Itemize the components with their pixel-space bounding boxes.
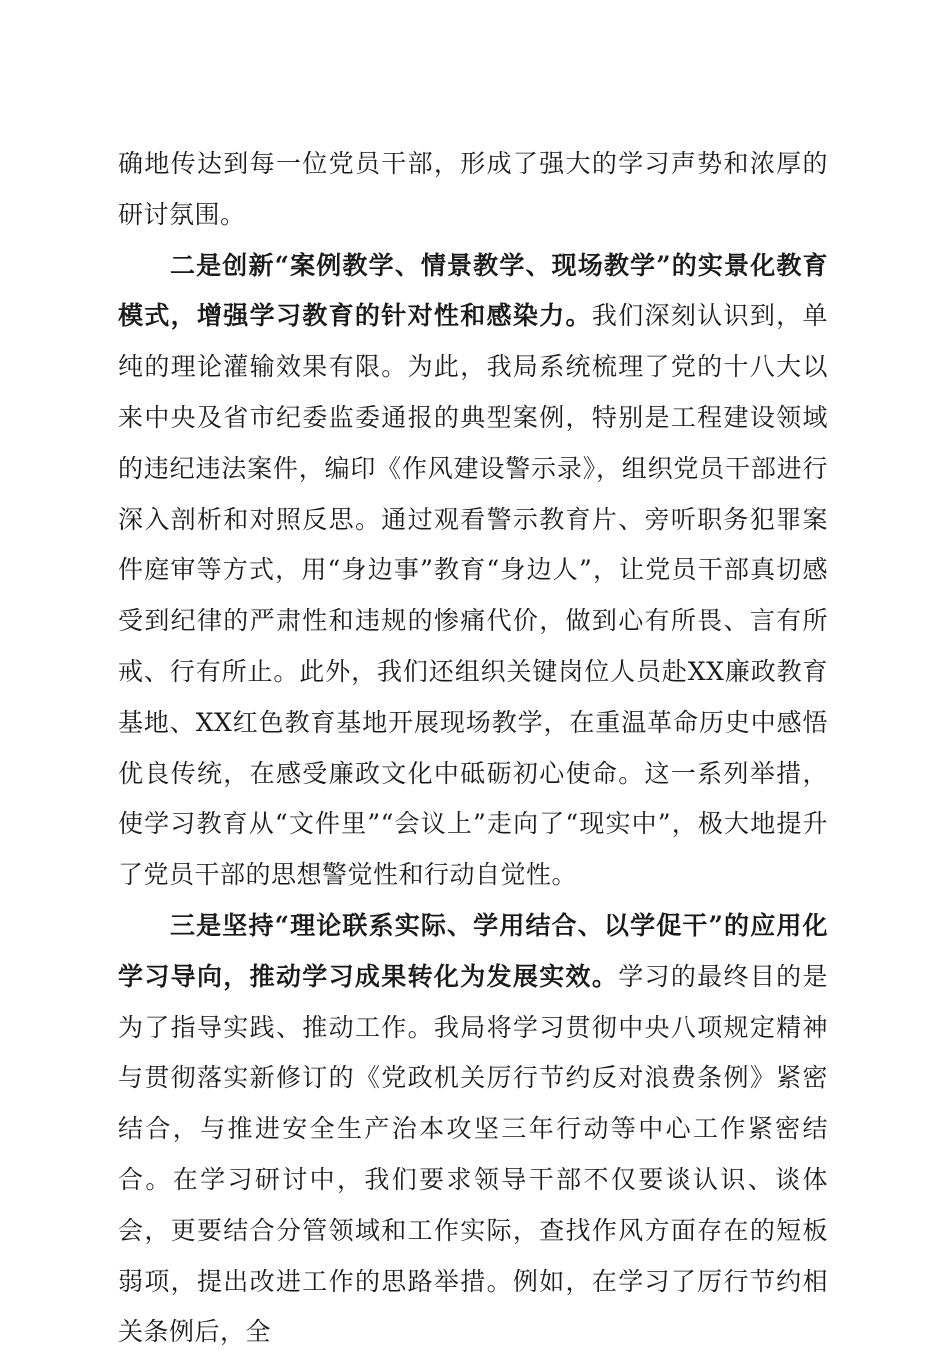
paragraph-lead: 二是创新“案例教学、情景教学、现场教学”的实景化教育模式，增强学习教育的针对性和感染力。 [118, 250, 828, 331]
document-body [118, 139, 828, 1358]
paragraph-case-teaching [118, 241, 828, 901]
paragraph-lead: 三是坚持“理论联系实际、学用结合、以学促干”的应用化学习导向，推动学习成果转化为发展实效。 [118, 910, 828, 991]
paragraph-text: 学习的最终目的是为了指导实践、推动工作。我局将学习贯彻中央八项规定精神与贯彻落实新修订的《党政机关厉行节约反对浪费条例》紧密结合，与推进安全生产治本攻坚三年行动等中心工作紧密结合。在学习研讨中，我们要求领导干部不仅要谈认识、谈体会，更要结合分管领域和工作实际，查找作风方面存在的短板弱项，提出改进工作的思路举措。例如，在学习了厉行节约相关条例后，全 [118, 961, 828, 1347]
paragraph-applied-learning [118, 901, 828, 1358]
paragraph-text: 我们深刻认识到，单纯的理论灌输效果有限。为此，我局系统梳理了党的十八大以来中央及省市纪委监委通报的典型案例，特别是工程建设领域的违纪违法案件，编印《作风建设警示录》，组织党员干部进行深入剖析和对照反思。通过观看警示教育片、旁听职务犯罪案件庭审等方式，用“身边事”教育“身边人”，让党员干部真切感受到纪律的严肃性和违规的惨痛代价，做到心有所畏、言有所戒、行有所止。此外，我们还组织关键岗位人员赴XX廉政教育基地、XX红色教育基地开展现场教学，在重温革命历史中感悟优良传统，在感受廉政文化中砥砺初心使命。这一系列举措，使学习教育从“文件里”“会议上”走向了“现实中”，极大地提升了党员干部的思想警觉性和行动自觉性。 [118, 301, 828, 890]
paragraph-text: 确地传达到每一位党员干部，形成了强大的学习声势和浓厚的研讨氛围。 [118, 149, 828, 229]
paragraph-continuation [118, 139, 828, 241]
